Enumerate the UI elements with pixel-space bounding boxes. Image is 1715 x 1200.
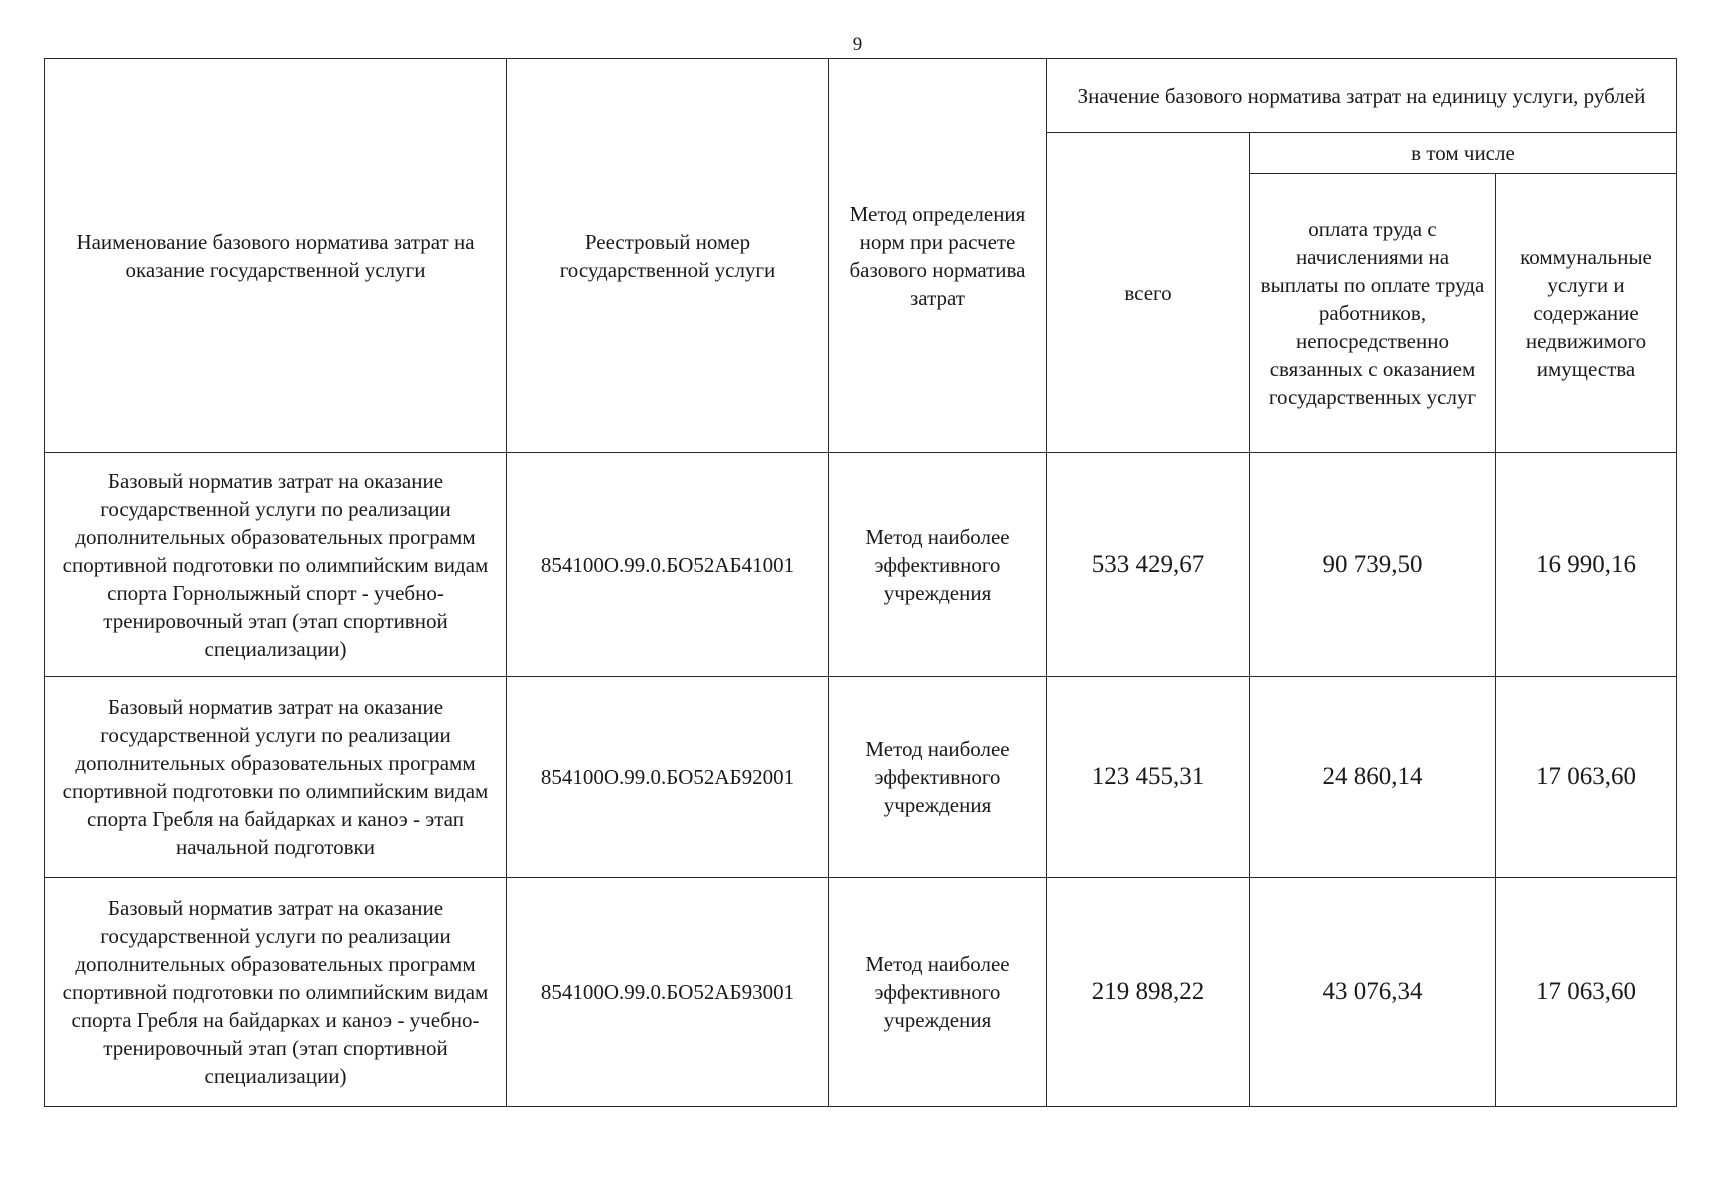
row-method: Метод наиболее эффективного учреждения [829,677,1047,878]
header-name: Наименование базового норматива затрат на оказание государственной услуги [45,59,507,453]
row-utilities: 17 063,60 [1496,677,1677,878]
header-registry: Реестровый номер государственной услуги [507,59,829,453]
row-utilities: 16 990,16 [1496,453,1677,677]
row-utilities: 17 063,60 [1496,878,1677,1107]
header-value-group: Значение базового норматива затрат на единицу услуги, рублей [1047,59,1677,133]
row-registry: 854100О.99.0.БО52АБ92001 [507,677,829,878]
row-labor: 24 860,14 [1250,677,1496,878]
row-name: Базовый норматив затрат на оказание государственной услуги по реализации дополнительных образовательных программ спортивной подготовки по олимпийским видам спорта Гребля на байдарках и каноэ - учебно-тренировочный этап (этап спортивной специализации) [45,878,507,1107]
header-method: Метод определения норм при расчете базового норматива затрат [829,59,1047,453]
header-including: в том числе [1250,133,1677,174]
page-number: 9 [852,34,863,55]
header-row-1 [45,59,1677,133]
row-method: Метод наиболее эффективного учреждения [829,878,1047,1107]
cost-standards-table [44,58,1677,1107]
row-labor: 90 739,50 [1250,453,1496,677]
row-labor: 43 076,34 [1250,878,1496,1107]
table-row [45,677,1677,878]
header-total: всего [1047,133,1250,453]
row-total: 219 898,22 [1047,878,1250,1107]
table-row [45,453,1677,677]
row-method: Метод наиболее эффективного учреждения [829,453,1047,677]
header-labor: оплата труда с начислениями на выплаты по оплате труда работников, непосредственно связанных с оказанием государственных услуг [1250,174,1496,453]
row-total: 123 455,31 [1047,677,1250,878]
row-name: Базовый норматив затрат на оказание государственной услуги по реализации дополнительных образовательных программ спортивной подготовки по олимпийским видам спорта Горнолыжный спорт - учебно-тренировочный этап (этап спортивной специализации) [45,453,507,677]
row-name: Базовый норматив затрат на оказание государственной услуги по реализации дополнительных образовательных программ спортивной подготовки по олимпийским видам спорта Гребля на байдарках и каноэ - этап начальной подготовки [45,677,507,878]
row-registry: 854100О.99.0.БО52АБ93001 [507,878,829,1107]
table-row [45,878,1677,1107]
header-utilities: коммунальные услуги и содержание недвижимого имущества [1496,174,1677,453]
row-registry: 854100О.99.0.БО52АБ41001 [507,453,829,677]
row-total: 533 429,67 [1047,453,1250,677]
